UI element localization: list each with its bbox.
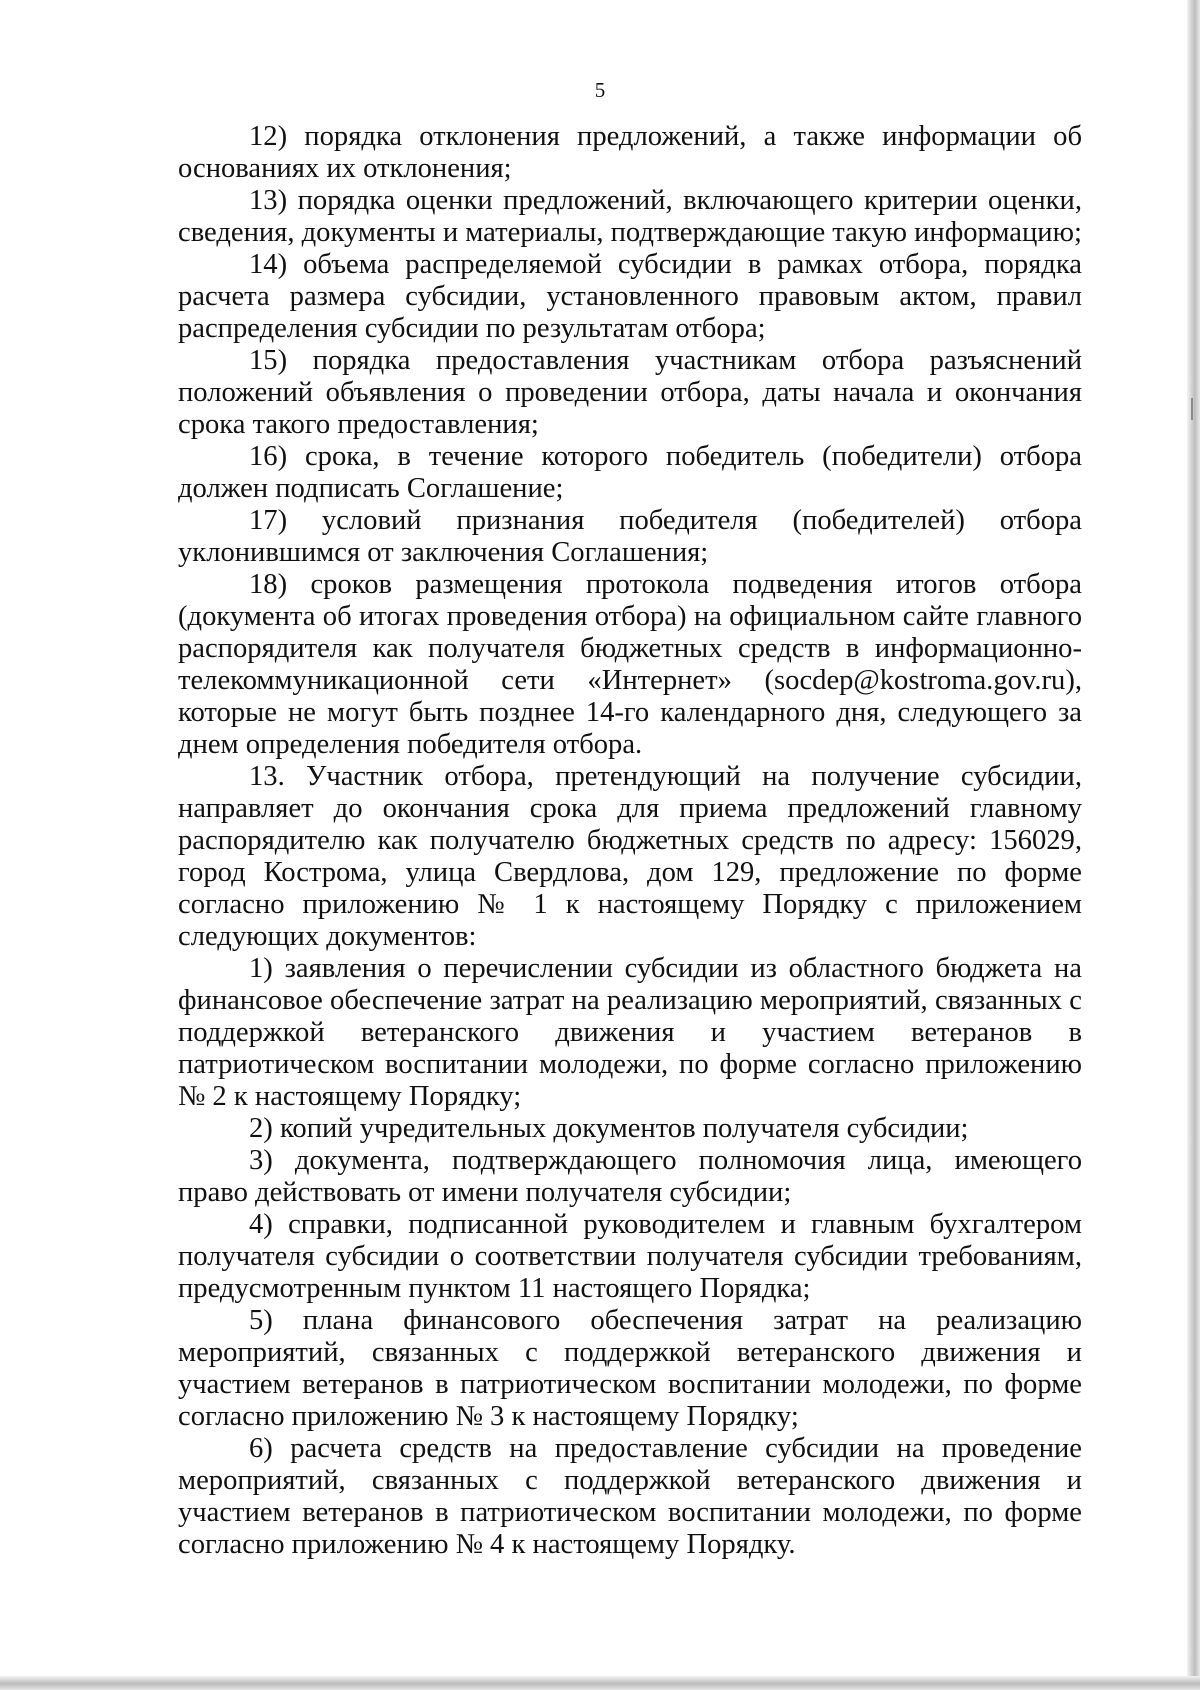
paragraph-doc-2: 2) копий учредительных документов получателя субсидии; [249, 1113, 969, 1144]
paragraph-doc-4: 4) справки, подписанной руководителем и главным бухгалтером получателя субсидии о соответствии получателя субсидии требованиям, предусмотренным пунктом 11 настоящего Порядка; [178, 1209, 1082, 1304]
paragraph-doc-6: 6) расчета средств на предоставление субсидии на проведение мероприятий, связанных с поддержкой ветеранского движения и участием ветеранов в патриотическом воспитании молодежи, по форме согласно приложению № 4 к настоящему Порядку. [178, 1433, 1082, 1560]
paragraph-item-16: 16) срока, в течение которого победитель (победители) отбора должен подписать Соглашение; [178, 441, 1082, 504]
paragraph-item-17: 17) условий признания победителя (победителей) отбора уклонившимся от заключения Соглашения; [178, 505, 1082, 568]
paragraph-item-13: 13) порядка оценки предложений, включающего критерии оценки, сведения, документы и материалы, подтверждающие такую информацию; [178, 185, 1082, 248]
scan-edge-right [1187, 0, 1200, 1690]
paragraph-item-12: 12) порядка отклонения предложений, а также информации об основаниях их отклонения; [178, 121, 1082, 184]
paragraph-item-18: 18) сроков размещения протокола подведения итогов отбора (документа об итогах проведения отбора) на официальном сайте главного распорядителя как получателя бюджетных средств в информационно-телекоммуникационной сети «Интернет» (socdep@kostroma.gov.ru), которые не могут быть позднее 14-го календарного дня, следующего за днем определения победителя отбора. [178, 569, 1082, 760]
document-body [178, 121, 1082, 1561]
paragraph-clause-13: 13. Участник отбора, претендующий на получение субсидии, направляет до окончания срока для приема предложений главному распорядителю как получателю бюджетных средств по адресу: 156029, город Кострома, улица Свердлова, дом 129, предложение по форме согласно приложению № 1 к настоящему Порядку с приложением следующих документов: [178, 761, 1082, 952]
paragraph-doc-3: 3) документа, подтверждающего полномочия лица, имеющего право действовать от имени получателя субсидии; [178, 1145, 1082, 1208]
paragraph-item-15: 15) порядка предоставления участникам отбора разъяснений положений объявления о проведении отбора, даты начала и окончания срока такого предоставления; [178, 345, 1082, 440]
paragraph-doc-1: 1) заявления о перечислении субсидии из областного бюджета на финансовое обеспечение затрат на реализацию мероприятий, связанных с поддержкой ветеранского движения и участием ветеранов в патриотическом воспитании молодежи, по форме согласно приложению № 2 к настоящему Порядку; [178, 953, 1082, 1112]
scan-edge-bottom [0, 1676, 1200, 1690]
paragraph-doc-5: 5) плана финансового обеспечения затрат на реализацию мероприятий, связанных с поддержкой ветеранского движения и участием ветеранов в патриотическом воспитании молодежи, по форме согласно приложению № 3 к настоящему Порядку; [178, 1305, 1082, 1432]
scan-mark [1191, 398, 1193, 420]
paragraph-item-14: 14) объема распределяемой субсидии в рамках отбора, порядка расчета размера субсидии, установленного правовым актом, правил распределения субсидии по результатам отбора; [178, 249, 1082, 344]
page-number: 5 [594, 78, 606, 102]
